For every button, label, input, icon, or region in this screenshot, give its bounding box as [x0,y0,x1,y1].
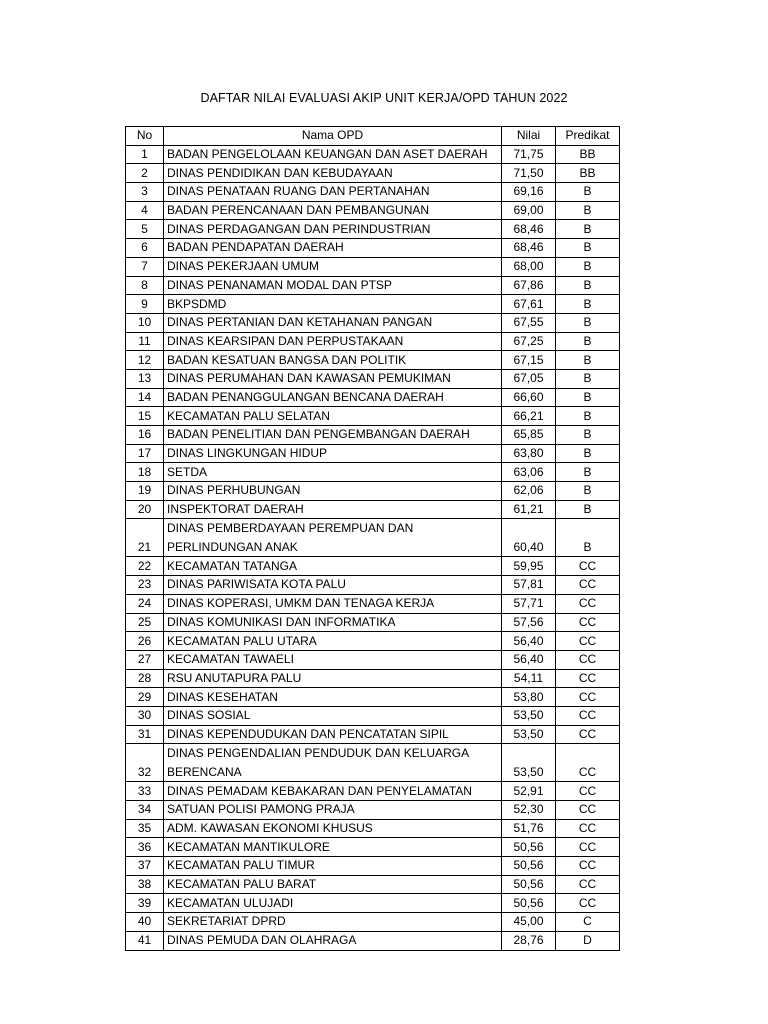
cell-predikat: CC [556,875,620,894]
table-row [126,744,620,782]
cell-name: ADM. KAWASAN EKONOMI KHUSUS [164,819,502,838]
table-row [126,669,620,688]
cell-no: 22 [126,557,164,576]
cell-no: 28 [126,669,164,688]
table-row [126,426,620,445]
cell-nilai: 52,91 [502,782,556,801]
cell-name: DINAS PEMBERDAYAAN PEREMPUAN DAN PERLINDUNGAN ANAK [164,519,502,557]
cell-no: 17 [126,444,164,463]
cell-name: DINAS LINGKUNGAN HIDUP [164,444,502,463]
cell-name: BADAN PENGELOLAAN KEUANGAN DAN ASET DAERAH [164,145,502,164]
cell-nilai: 69,16 [502,183,556,202]
cell-nilai: 67,15 [502,351,556,370]
table-row [126,313,620,332]
cell-predikat: CC [556,819,620,838]
table-row [126,650,620,669]
header-name: Nama OPD [164,127,502,146]
table-row [126,801,620,820]
cell-name: DINAS KOPERASI, UMKM DAN TENAGA KERJA [164,594,502,613]
cell-no: 21 [126,519,164,557]
cell-no: 33 [126,782,164,801]
table-row [126,388,620,407]
table-row [126,444,620,463]
cell-no: 40 [126,913,164,932]
cell-name: KECAMATAN PALU SELATAN [164,407,502,426]
cell-name: KECAMATAN TATANGA [164,557,502,576]
table-row [126,164,620,183]
cell-name: DINAS PERDAGANGAN DAN PERINDUSTRIAN [164,220,502,239]
cell-no: 7 [126,257,164,276]
table-row [126,407,620,426]
cell-predikat: CC [556,725,620,744]
cell-predikat: B [556,201,620,220]
cell-predikat: CC [556,857,620,876]
table-row [126,183,620,202]
cell-no: 18 [126,463,164,482]
cell-no: 10 [126,313,164,332]
cell-no: 14 [126,388,164,407]
table-row [126,594,620,613]
cell-predikat: B [556,463,620,482]
cell-nilai: 50,56 [502,857,556,876]
cell-predikat: CC [556,801,620,820]
cell-no: 27 [126,650,164,669]
cell-no: 23 [126,576,164,595]
opd-evaluation-table [125,126,620,951]
cell-no: 1 [126,145,164,164]
cell-predikat: B [556,257,620,276]
table-row [126,239,620,258]
table-body [126,145,620,950]
cell-no: 2 [126,164,164,183]
cell-predikat: BB [556,164,620,183]
cell-predikat: B [556,407,620,426]
table-row [126,782,620,801]
table-row [126,913,620,932]
table-row [126,857,620,876]
cell-no: 13 [126,369,164,388]
cell-no: 38 [126,875,164,894]
table-row [126,557,620,576]
cell-no: 6 [126,239,164,258]
cell-name: KECAMATAN PALU UTARA [164,632,502,651]
cell-predikat: B [556,369,620,388]
cell-name: DINAS PENGENDALIAN PENDUDUK DAN KELUARGA BERENCANA [164,744,502,782]
cell-name: BADAN PERENCANAAN DAN PEMBANGUNAN [164,201,502,220]
cell-no: 31 [126,725,164,744]
cell-name: SETDA [164,463,502,482]
cell-name: BADAN KESATUAN BANGSA DAN POLITIK [164,351,502,370]
cell-nilai: 53,50 [502,725,556,744]
cell-predikat: B [556,351,620,370]
cell-nilai: 45,00 [502,913,556,932]
cell-predikat: CC [556,782,620,801]
cell-name: DINAS PEKERJAAN UMUM [164,257,502,276]
cell-name: SATUAN POLISI PAMONG PRAJA [164,801,502,820]
cell-nilai: 52,30 [502,801,556,820]
cell-nilai: 53,50 [502,706,556,725]
cell-nilai: 50,56 [502,894,556,913]
cell-name: KECAMATAN MANTIKULORE [164,838,502,857]
cell-nilai: 65,85 [502,426,556,445]
header-predikat: Predikat [556,127,620,146]
cell-no: 3 [126,183,164,202]
table-row [126,257,620,276]
cell-predikat: C [556,913,620,932]
cell-no: 37 [126,857,164,876]
cell-predikat: B [556,388,620,407]
cell-name: SEKRETARIAT DPRD [164,913,502,932]
cell-predikat: B [556,239,620,258]
cell-name: DINAS PENATAAN RUANG DAN PERTANAHAN [164,183,502,202]
cell-nilai: 50,56 [502,875,556,894]
cell-nilai: 68,00 [502,257,556,276]
table-row [126,838,620,857]
table-row [126,463,620,482]
cell-predikat: CC [556,838,620,857]
cell-no: 4 [126,201,164,220]
table-row [126,332,620,351]
cell-nilai: 62,06 [502,482,556,501]
cell-no: 29 [126,688,164,707]
cell-nilai: 59,95 [502,557,556,576]
cell-no: 9 [126,295,164,314]
cell-predikat: CC [556,613,620,632]
table-row [126,351,620,370]
cell-no: 41 [126,931,164,950]
cell-nilai: 50,56 [502,838,556,857]
cell-predikat: B [556,500,620,519]
cell-no: 32 [126,744,164,782]
cell-nilai: 66,60 [502,388,556,407]
cell-name: DINAS PERUMAHAN DAN KAWASAN PEMUKIMAN [164,369,502,388]
cell-predikat: CC [556,557,620,576]
cell-predikat: CC [556,744,620,782]
cell-name: DINAS KOMUNIKASI DAN INFORMATIKA [164,613,502,632]
cell-no: 5 [126,220,164,239]
table-row [126,894,620,913]
cell-nilai: 54,11 [502,669,556,688]
cell-predikat: CC [556,576,620,595]
cell-nilai: 68,46 [502,220,556,239]
cell-predikat: CC [556,894,620,913]
cell-name: BADAN PENDAPATAN DAERAH [164,239,502,258]
table-row [126,276,620,295]
cell-predikat: B [556,444,620,463]
cell-no: 24 [126,594,164,613]
cell-no: 26 [126,632,164,651]
cell-name: KECAMATAN PALU TIMUR [164,857,502,876]
cell-no: 16 [126,426,164,445]
cell-name: BADAN PENELITIAN DAN PENGEMBANGAN DAERAH [164,426,502,445]
table-row [126,482,620,501]
cell-predikat: CC [556,594,620,613]
document-title: DAFTAR NILAI EVALUASI AKIP UNIT KERJA/OPD TAHUN 2022 [200,91,568,105]
cell-predikat: CC [556,706,620,725]
cell-nilai: 71,50 [502,164,556,183]
cell-predikat: D [556,931,620,950]
cell-name: BADAN PENANGGULANGAN BENCANA DAERAH [164,388,502,407]
table-row [126,931,620,950]
cell-predikat: CC [556,669,620,688]
cell-name: DINAS PERHUBUNGAN [164,482,502,501]
cell-name: BKPSDMD [164,295,502,314]
table-row [126,145,620,164]
cell-name: DINAS SOSIAL [164,706,502,725]
cell-predikat: B [556,220,620,239]
table-row [126,519,620,557]
cell-nilai: 63,80 [502,444,556,463]
table-row [126,725,620,744]
table-header-row [126,127,620,146]
cell-nilai: 68,46 [502,239,556,258]
cell-nilai: 51,76 [502,819,556,838]
cell-name: KECAMATAN PALU BARAT [164,875,502,894]
cell-predikat: CC [556,632,620,651]
cell-name: DINAS PENANAMAN MODAL DAN PTSP [164,276,502,295]
table-row [126,201,620,220]
cell-name: DINAS KEARSIPAN DAN PERPUSTAKAAN [164,332,502,351]
cell-nilai: 67,61 [502,295,556,314]
cell-no: 20 [126,500,164,519]
cell-name: RSU ANUTAPURA PALU [164,669,502,688]
cell-predikat: B [556,426,620,445]
cell-no: 19 [126,482,164,501]
cell-nilai: 67,86 [502,276,556,295]
table-row [126,875,620,894]
cell-no: 11 [126,332,164,351]
cell-nilai: 56,40 [502,632,556,651]
cell-nilai: 71,75 [502,145,556,164]
cell-nilai: 57,71 [502,594,556,613]
cell-nilai: 67,25 [502,332,556,351]
table-row [126,220,620,239]
cell-predikat: B [556,295,620,314]
cell-nilai: 63,06 [502,463,556,482]
header-nilai: Nilai [502,127,556,146]
cell-predikat: B [556,276,620,295]
cell-no: 8 [126,276,164,295]
cell-predikat: B [556,183,620,202]
cell-no: 15 [126,407,164,426]
cell-nilai: 67,55 [502,313,556,332]
cell-nilai: 66,21 [502,407,556,426]
table-row [126,369,620,388]
cell-name: DINAS PERTANIAN DAN KETAHANAN PANGAN [164,313,502,332]
cell-nilai: 53,80 [502,688,556,707]
table-row [126,500,620,519]
cell-nilai: 67,05 [502,369,556,388]
cell-name: DINAS PEMUDA DAN OLAHRAGA [164,931,502,950]
cell-no: 34 [126,801,164,820]
cell-predikat: BB [556,145,620,164]
cell-name: KECAMATAN TAWAELI [164,650,502,669]
cell-no: 30 [126,706,164,725]
cell-predikat: B [556,332,620,351]
table-row [126,706,620,725]
table-row [126,576,620,595]
cell-name: KECAMATAN ULUJADI [164,894,502,913]
cell-no: 35 [126,819,164,838]
table-row [126,613,620,632]
cell-predikat: B [556,482,620,501]
cell-predikat: B [556,313,620,332]
cell-nilai: 28,76 [502,931,556,950]
cell-nilai: 53,50 [502,744,556,782]
cell-name: INSPEKTORAT DAERAH [164,500,502,519]
cell-name: DINAS PEMADAM KEBAKARAN DAN PENYELAMATAN [164,782,502,801]
cell-predikat: CC [556,650,620,669]
cell-nilai: 60,40 [502,519,556,557]
cell-nilai: 56,40 [502,650,556,669]
cell-nilai: 69,00 [502,201,556,220]
table-row [126,688,620,707]
cell-name: DINAS KESEHATAN [164,688,502,707]
cell-name: DINAS PARIWISATA KOTA PALU [164,576,502,595]
cell-name: DINAS KEPENDUDUKAN DAN PENCATATAN SIPIL [164,725,502,744]
table-row [126,819,620,838]
cell-predikat: B [556,519,620,557]
cell-nilai: 57,81 [502,576,556,595]
cell-no: 39 [126,894,164,913]
cell-predikat: CC [556,688,620,707]
cell-no: 25 [126,613,164,632]
table-row [126,632,620,651]
header-no: No [126,127,164,146]
cell-no: 12 [126,351,164,370]
table-row [126,295,620,314]
cell-no: 36 [126,838,164,857]
cell-name: DINAS PENDIDIKAN DAN KEBUDAYAAN [164,164,502,183]
cell-nilai: 57,56 [502,613,556,632]
cell-nilai: 61,21 [502,500,556,519]
